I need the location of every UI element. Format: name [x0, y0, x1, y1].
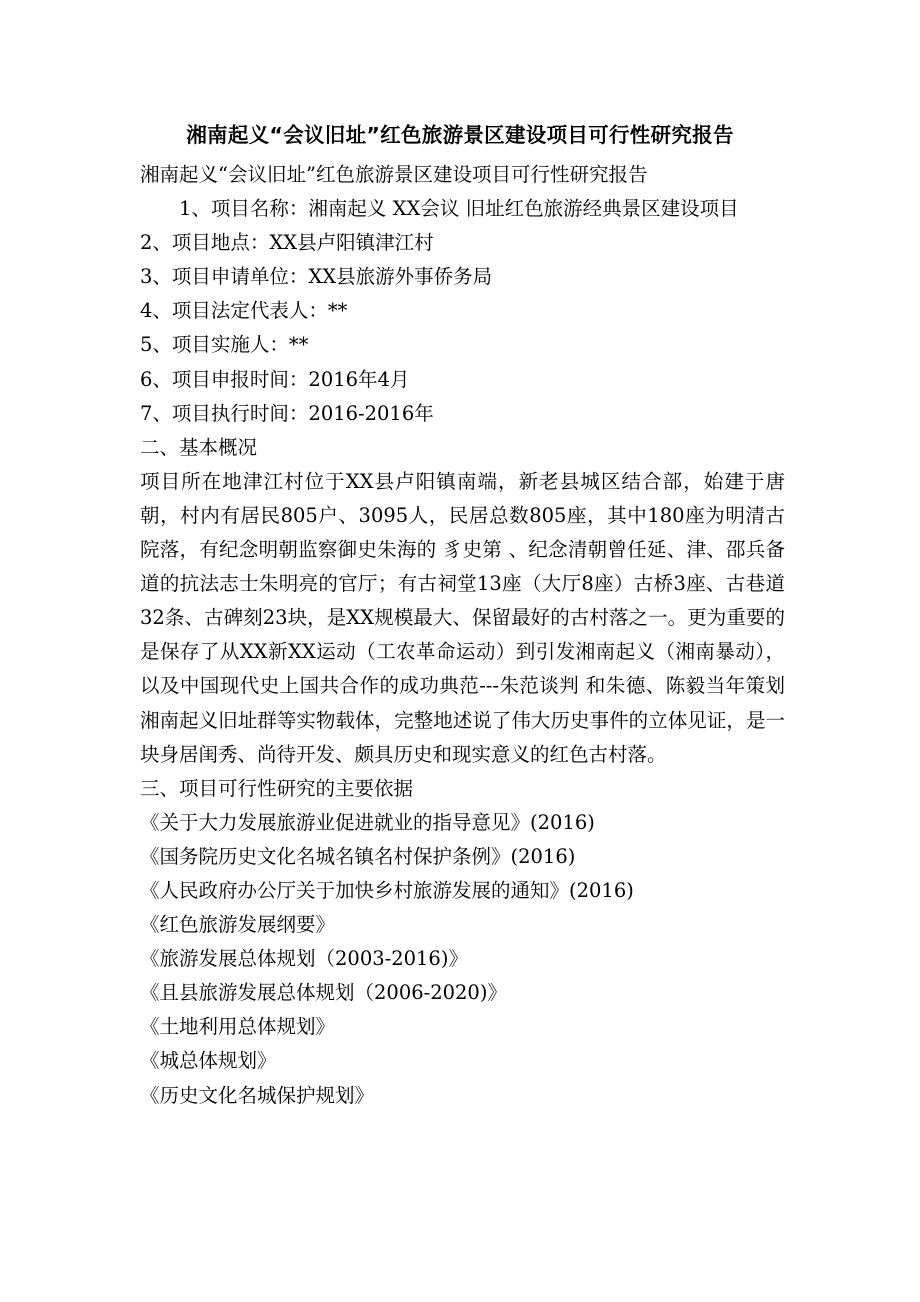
item-application-date: 6、项目申报时间：2016年4月	[140, 367, 410, 391]
reference-item: 《旅游发展总体规划（2003-2016)》	[140, 947, 468, 971]
item-project-name: 1、项目名称：湘南起义 XX会议 旧址红色旅游经典景区建设项目	[179, 197, 739, 221]
reference-item: 《城总体规划》	[140, 1049, 277, 1073]
item-legal-representative: 4、项目法定代表人：**	[140, 299, 348, 323]
document-subtitle: 湘南起义“会议旧址”红色旅游景区建设项目可行性研究报告	[140, 163, 648, 186]
item-project-location: 2、项目地点：XX县卢阳镇津江村	[140, 231, 434, 255]
item-applicant: 3、项目申请单位：XX县旅游外事侨务局	[140, 265, 493, 289]
reference-item: 《关于大力发展旅游业促进就业的指导意见》(2016)	[140, 810, 595, 834]
reference-item: 《且县旅游发展总体规划（2006-2020)》	[140, 981, 507, 1005]
item-execution-period: 7、项目执行时间：2016-2016年	[140, 401, 434, 425]
section-heading-basis: 三、项目可行性研究的主要依据	[140, 776, 414, 800]
document-title: 湘南起义“会议旧址”红色旅游景区建设项目可行性研究报告	[186, 123, 734, 147]
section-heading-overview: 二、基本概况	[140, 435, 258, 459]
document-body	[140, 158, 785, 1113]
item-implementer: 5、项目实施人：**	[140, 333, 309, 357]
reference-item: 《红色旅游发展纲要》	[140, 913, 336, 937]
reference-item: 《历史文化名城保护规划》	[140, 1083, 375, 1107]
reference-item: 《国务院历史文化名城名镇名村保护条例》(2016)	[140, 844, 576, 868]
reference-item: 《人民政府办公厅关于加快乡村旅游发展的通知》(2016)	[140, 878, 634, 902]
reference-item: 《土地利用总体规划》	[140, 1015, 336, 1039]
overview-paragraph: 项目所在地津江村位于XX县卢阳镇南端，新老县城区结合部，始建于唐朝，村内有居民805户、3095人，民居总数805座，其中180座为明清古院落，有纪念明朝监察御史朱海的 豸史第 、纪念清朝曾任延、津、邵兵备道的抗法志士朱明亮的官厅；有古祠堂13座（大厅8座）古桥3座、古巷道32条、古碑刻23块，是XX规模最大、保留最好的古村落之一。更为重要的是保存了从XX新XX运动（工农革命运动）到引发湘南起义（湘南暴动），以及中国现代史上国共合作的成功典范---朱范谈判 和朱德、陈毅当年策划湘南起义旧址群等实物载体，完整地述说了伟大历史事件的立体见证，是一块身居闺秀、尚待开发、颇具历史和现实意义的红色古村落。	[140, 469, 785, 766]
